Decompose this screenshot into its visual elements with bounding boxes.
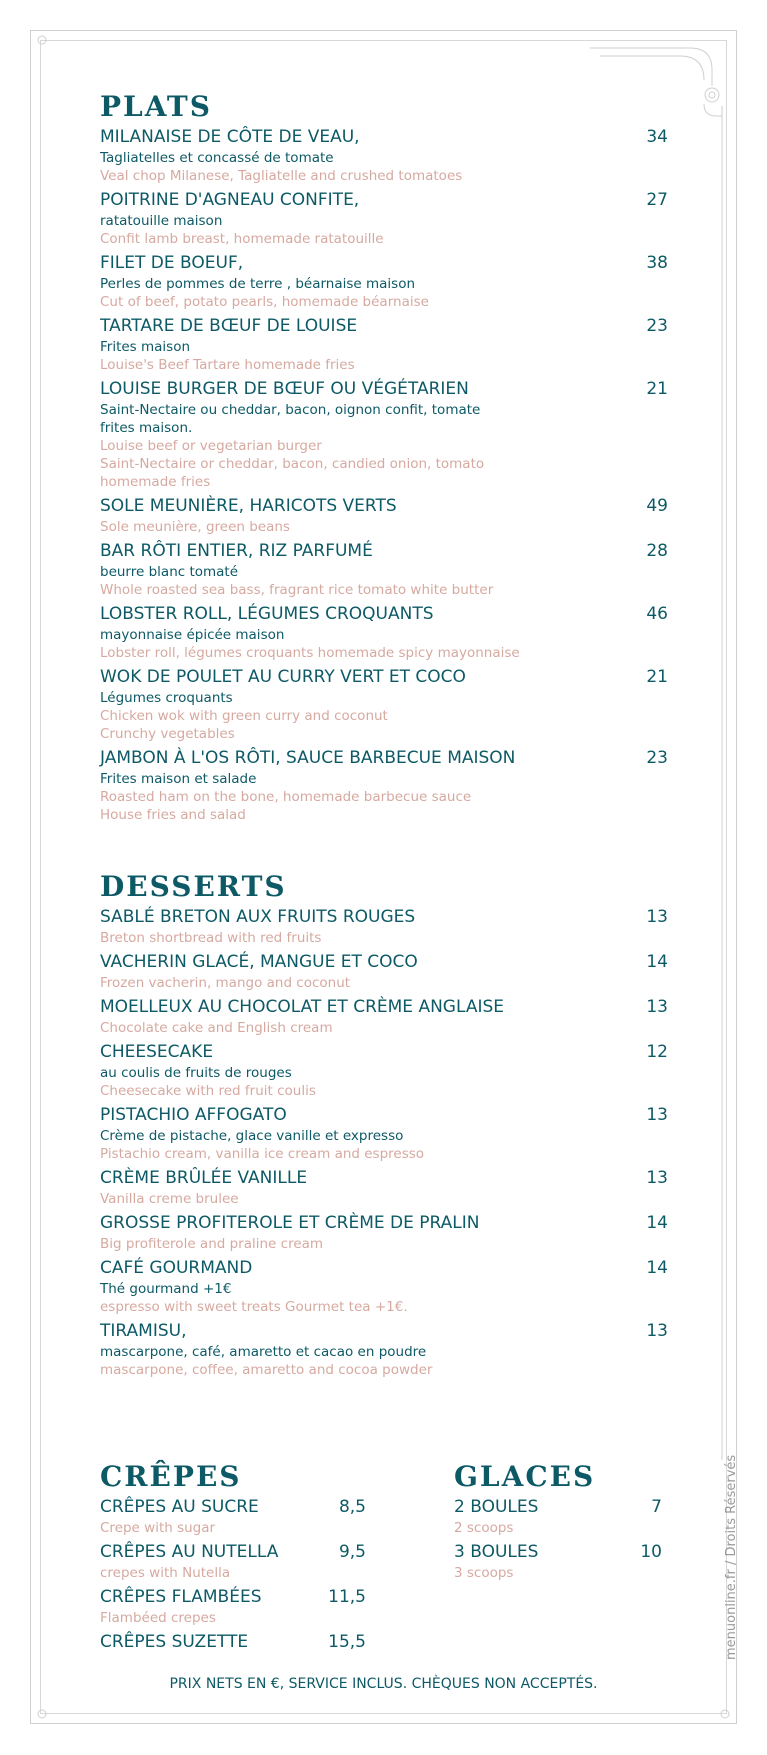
footer-note: PRIX NETS EN €, SERVICE INCLUS. CHÈQUES NON ACCEPTÉS. [169, 1676, 598, 1692]
glaces-section [454, 1460, 662, 1586]
item-price: 9,5 [338, 1542, 366, 1562]
item-price: 11,5 [328, 1587, 366, 1607]
desserts-item [100, 951, 668, 992]
item-description-fr: au coulis de fruits de rouges [100, 1065, 292, 1081]
item-description-en: Confit lamb breast, homemade ratatouille [100, 231, 384, 247]
plats-item [100, 126, 668, 185]
item-name: CAFÉ GOURMAND [100, 1258, 253, 1278]
crepes-item [100, 1631, 366, 1654]
crepes-section [100, 1460, 366, 1658]
item-price: 13 [646, 1105, 668, 1125]
plats-item [100, 540, 668, 599]
item-name: PISTACHIO AFFOGATO [100, 1105, 287, 1125]
desserts-item [100, 996, 668, 1037]
item-price: 15,5 [328, 1632, 366, 1652]
item-name: TARTARE DE BŒUF DE LOUISE [100, 316, 358, 336]
item-description-fr: beurre blanc tomaté [100, 564, 239, 580]
item-price: 8,5 [338, 1497, 366, 1517]
item-name: WOK DE POULET AU CURRY VERT ET COCO [100, 667, 466, 687]
item-price: 28 [646, 541, 668, 561]
item-description-en: House fries and salad [100, 807, 246, 823]
desserts-item [100, 1041, 668, 1100]
item-description-en: Cheesecake with red fruit coulis [100, 1083, 316, 1099]
item-description-en: homemade fries [100, 474, 211, 490]
glaces-title: GLACES [454, 1460, 596, 1493]
crepes-item [100, 1586, 366, 1627]
item-description-en: Veal chop Milanese, Tagliatelle and crushed tomatoes [100, 168, 463, 184]
item-price: 21 [646, 379, 668, 399]
item-name: MOELLEUX AU CHOCOLAT ET CRÈME ANGLAISE [100, 997, 505, 1017]
item-name: CRÊPES AU NUTELLA [100, 1542, 279, 1562]
item-price: 14 [646, 1258, 668, 1278]
item-description-en: Crunchy vegetables [100, 726, 235, 742]
item-price: 13 [646, 907, 668, 927]
item-price: 34 [646, 127, 668, 147]
item-description-en: 2 scoops [454, 1520, 514, 1536]
item-description-en: Louise's Beef Tartare homemade fries [100, 357, 355, 373]
item-name: GROSSE PROFITEROLE ET CRÈME DE PRALIN [100, 1213, 480, 1233]
desserts-item [100, 906, 668, 947]
item-description-fr: Frites maison et salade [100, 771, 257, 787]
plats-title: PLATS [100, 90, 212, 123]
item-description-en: Vanilla creme brulee [100, 1191, 239, 1207]
crepes-list [100, 1496, 366, 1654]
item-description-fr: Légumes croquants [100, 690, 233, 706]
plats-list [100, 126, 668, 824]
plats-item [100, 666, 668, 743]
item-name: JAMBON À L'OS RÔTI, SAUCE BARBECUE MAISON [100, 748, 516, 768]
plats-item [100, 315, 668, 374]
plats-item [100, 252, 668, 311]
item-description-fr: Frites maison [100, 339, 191, 355]
item-description-en: Roasted ham on the bone, homemade barbecue sauce [100, 789, 472, 805]
item-name: TIRAMISU, [100, 1321, 187, 1341]
item-name: FILET DE BOEUF, [100, 253, 244, 273]
item-description-en: Frozen vacherin, mango and coconut [100, 975, 351, 991]
item-description-en: Saint-Nectaire or cheddar, bacon, candied onion, tomato [100, 456, 485, 472]
desserts-item [100, 1320, 668, 1379]
desserts-item [100, 1104, 668, 1163]
item-description-fr: Thé gourmand +1€ [100, 1281, 232, 1297]
item-name: MILANAISE DE CÔTE DE VEAU, [100, 127, 360, 147]
plats-section [100, 90, 668, 828]
item-price: 23 [646, 748, 668, 768]
item-name: CRÊPES FLAMBÉES [100, 1587, 262, 1607]
desserts-section [100, 870, 668, 1383]
item-name: 2 BOULES [454, 1497, 539, 1517]
item-description-fr: Tagliatelles et concassé de tomate [100, 150, 334, 166]
item-description-en: Flambéed crepes [100, 1610, 216, 1626]
desserts-item [100, 1167, 668, 1208]
item-description-en: Breton shortbread with red fruits [100, 930, 322, 946]
item-price: 12 [646, 1042, 668, 1062]
item-description-en: Crepe with sugar [100, 1520, 216, 1536]
item-name: CRÊPES SUZETTE [100, 1632, 249, 1652]
item-name: SOLE MEUNIÈRE, HARICOTS VERTS [100, 496, 397, 516]
item-price: 13 [646, 997, 668, 1017]
item-name: LOUISE BURGER DE BŒUF OU VÉGÉTARIEN [100, 379, 469, 399]
desserts-item [100, 1212, 668, 1253]
item-description-fr: Saint-Nectaire ou cheddar, bacon, oignon confit, tomate [100, 402, 481, 418]
item-name: CRÈME BRÛLÉE VANILLE [100, 1168, 308, 1188]
desserts-item [100, 1257, 668, 1316]
item-description-en: Lobster roll, légumes croquants homemade spicy mayonnaise [100, 645, 520, 661]
item-price: 10 [640, 1542, 662, 1562]
item-name: BAR RÔTI ENTIER, RIZ PARFUMÉ [100, 541, 373, 561]
item-description-en: Cut of beef, potato pearls, homemade béarnaise [100, 294, 429, 310]
glaces-item [454, 1496, 662, 1537]
item-description-en: Big profiterole and praline cream [100, 1236, 324, 1252]
credit-text: menuonline.fr / Droits Réservés [724, 1454, 739, 1660]
item-name: VACHERIN GLACÉ, MANGUE ET COCO [100, 952, 418, 972]
item-price: 27 [646, 190, 668, 210]
crepes-title: CRÊPES [100, 1460, 242, 1493]
item-name: 3 BOULES [454, 1542, 539, 1562]
item-price: 7 [651, 1497, 662, 1517]
item-description-en: espresso with sweet treats Gourmet tea +1€. [100, 1299, 408, 1315]
item-name: SABLÉ BRETON AUX FRUITS ROUGES [100, 907, 416, 927]
plats-item [100, 603, 668, 662]
item-price: 13 [646, 1168, 668, 1188]
item-price: 23 [646, 316, 668, 336]
item-price: 46 [646, 604, 668, 624]
item-description-fr: mascarpone, café, amaretto et cacao en poudre [100, 1344, 427, 1360]
item-description-en: crepes with Nutella [100, 1565, 231, 1581]
item-name: CRÊPES AU SUCRE [100, 1497, 259, 1517]
crepes-item [100, 1541, 366, 1582]
plats-item [100, 747, 668, 824]
item-description-fr: Perles de pommes de terre , béarnaise maison [100, 276, 416, 292]
plats-item [100, 189, 668, 248]
item-name: LOBSTER ROLL, LÉGUMES CROQUANTS [100, 604, 434, 624]
plats-item [100, 495, 668, 536]
item-name: CHEESECAKE [100, 1042, 214, 1062]
item-description-en: Pistachio cream, vanilla ice cream and espresso [100, 1146, 425, 1162]
item-price: 13 [646, 1321, 668, 1341]
item-price: 14 [646, 952, 668, 972]
item-description-en: Sole meunière, green beans [100, 519, 290, 535]
item-price: 38 [646, 253, 668, 273]
item-price: 21 [646, 667, 668, 687]
item-description-en: Whole roasted sea bass, fragrant rice tomato white butter [100, 582, 494, 598]
glaces-item [454, 1541, 662, 1582]
item-name: POITRINE D'AGNEAU CONFITE, [100, 190, 360, 210]
item-description-fr: Crème de pistache, glace vanille et expresso [100, 1128, 404, 1144]
item-description-en: Chicken wok with green curry and coconut [100, 708, 388, 724]
item-description-en: Louise beef or vegetarian burger [100, 438, 322, 454]
desserts-list [100, 906, 668, 1379]
item-description-en: mascarpone, coffee, amaretto and cocoa powder [100, 1362, 433, 1378]
item-description-en: Chocolate cake and English cream [100, 1020, 333, 1036]
crepes-item [100, 1496, 366, 1537]
item-description-fr: ratatouille maison [100, 213, 223, 229]
glaces-list [454, 1496, 662, 1582]
item-description-en: 3 scoops [454, 1565, 514, 1581]
desserts-title: DESSERTS [100, 870, 287, 903]
item-price: 49 [646, 496, 668, 516]
item-description-fr: frites maison. [100, 420, 193, 436]
item-description-fr: mayonnaise épicée maison [100, 627, 285, 643]
plats-item [100, 378, 668, 491]
item-price: 14 [646, 1213, 668, 1233]
